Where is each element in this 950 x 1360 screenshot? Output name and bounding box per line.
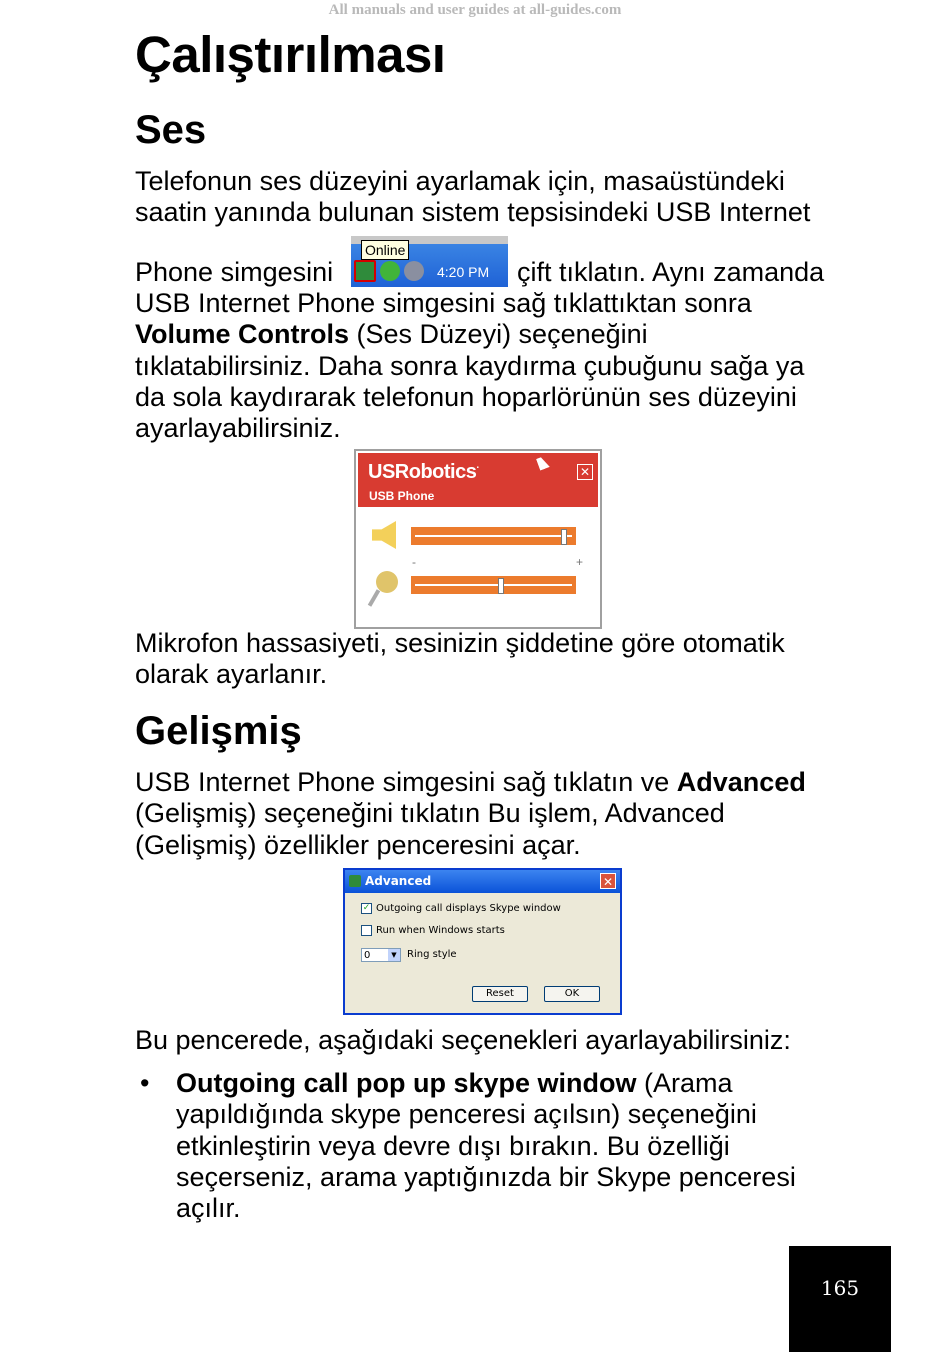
checkmark-icon[interactable] <box>380 261 400 281</box>
text-line: Telefonun ses düzeyini ayarlamak için, masaüstündeki <box>135 166 785 196</box>
text-line: (Gelişmiş) özellikler penceresini açar. <box>135 829 581 860</box>
text-line: Mikrofon hassasiyeti, sesinizin şiddetine göre otomatik <box>135 628 785 658</box>
chevron-down-icon[interactable]: ▼ <box>388 949 400 961</box>
page-title: Çalıştırılması <box>135 26 446 83</box>
slider-track <box>415 584 572 586</box>
mouse-cursor-icon <box>536 456 550 471</box>
slider-thumb[interactable] <box>498 578 504 594</box>
text-line: seçerseniz, arama yaptığınızda bir Skype penceresi <box>176 1161 796 1192</box>
advanced-dialog <box>343 868 622 1015</box>
section-heading-advanced: Gelişmiş <box>135 709 302 753</box>
usb-phone-header <box>358 453 598 507</box>
ses-paragraph-top <box>135 166 810 229</box>
bullet-item <box>176 1068 836 1224</box>
tray-icons <box>354 260 424 282</box>
microphone-level-slider[interactable] <box>411 576 576 594</box>
phone-icon <box>349 875 361 887</box>
slider-track <box>415 535 572 537</box>
text-line: yapıldığında skype penceresi açılsın) seçeneğini <box>176 1099 757 1130</box>
option-outgoing-call[interactable] <box>361 903 561 914</box>
page-number: 165 <box>820 1276 860 1300</box>
text-span: USB Internet Phone simgesini sağ tıklatın ve <box>135 767 677 797</box>
option-term: Outgoing call pop up skype window <box>176 1068 637 1098</box>
text-line: olarak ayarlanır. <box>135 659 328 690</box>
ok-button[interactable]: OK <box>544 986 600 1002</box>
checkbox[interactable]: ✓ <box>362 903 371 913</box>
options-intro: Bu pencerede, aşağıdaki seçenekleri ayarlayabilirsiniz: <box>135 1025 791 1055</box>
speaker-icon[interactable] <box>404 261 424 281</box>
usb-phone-label: USB Phone <box>369 489 435 503</box>
usb-phone-icon[interactable] <box>354 260 376 282</box>
text-line: (Gelişmiş) seçeneğini tıklatın Bu işlem, Advanced <box>135 798 725 829</box>
option-label: Run when Windows starts <box>376 925 505 936</box>
page-number-box <box>789 1246 891 1352</box>
online-tooltip: Online <box>361 240 409 260</box>
text-span: (Ses Düzeyi) seçeneğini <box>349 319 648 350</box>
ring-style-label: Ring style <box>407 949 457 960</box>
text-line <box>176 1068 836 1099</box>
speaker-icon <box>372 521 396 549</box>
section-heading-ses: Ses <box>135 108 207 152</box>
text-line: da sola kaydırarak telefonun hoparlörünün ses düzeyini <box>135 381 797 412</box>
slider-thumb[interactable] <box>561 529 567 545</box>
select-value: 0 <box>364 950 371 961</box>
text-line: açılır. <box>176 1193 241 1224</box>
speaker-volume-slider[interactable] <box>411 527 576 545</box>
close-icon[interactable]: ✕ <box>600 873 616 889</box>
bullet-marker: • <box>140 1068 150 1098</box>
volume-controls-term: Volume Controls <box>135 319 350 350</box>
dialog-titlebar <box>345 870 620 893</box>
usb-phone-volume-window <box>354 449 602 629</box>
text-line: çift tıklatın. Aynı zamanda <box>517 257 825 287</box>
microphone-paragraph <box>135 628 785 691</box>
text-line: saatin yanında bulunan sistem tepsisindeki USB Internet <box>135 197 811 228</box>
reset-button[interactable]: Reset <box>472 986 528 1002</box>
advanced-term: Advanced <box>676 767 806 797</box>
tray-clock: 4:20 PM <box>437 264 490 280</box>
advanced-paragraph <box>135 767 806 861</box>
close-icon[interactable]: ✕ <box>577 464 593 480</box>
text-line: etkinleştirin veya devre dışı bırakın. Bu özelliği <box>176 1130 730 1161</box>
ses-paragraph-rest <box>135 288 804 444</box>
text-span: (Arama <box>636 1068 733 1098</box>
minus-label: - <box>412 555 416 569</box>
text-line: Phone simgesini <box>135 257 334 287</box>
system-tray-screenshot <box>351 236 508 287</box>
plus-label: + <box>576 555 584 569</box>
text-line: tıklatabilirsiniz. Daha sonra kaydırma çubuğunu sağa ya <box>135 350 805 381</box>
text-line: ayarlayabilirsiniz. <box>135 413 341 444</box>
checkbox[interactable] <box>361 925 372 936</box>
option-run-at-startup[interactable] <box>361 925 505 936</box>
microphone-stand <box>368 589 380 607</box>
watermark: All manuals and user guides at all-guides.com <box>328 2 622 18</box>
text-line <box>135 767 806 798</box>
dialog-title: Advanced <box>365 874 432 888</box>
ring-style-select[interactable] <box>361 948 401 962</box>
text-line: USB Internet Phone simgesini sağ tıklattıktan sonra <box>135 288 752 318</box>
usrobotics-logo: USRobotics· <box>368 461 480 483</box>
option-label: Outgoing call displays Skype window <box>376 903 561 914</box>
text-line <box>135 319 804 350</box>
